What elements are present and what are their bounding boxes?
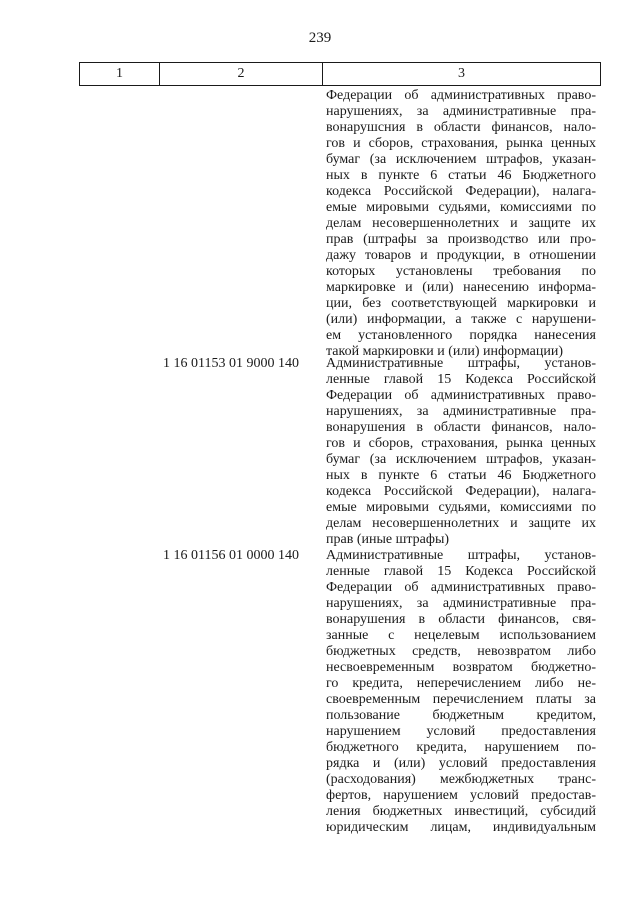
description-line: ленные главой 15 Кодекса Российской — [326, 564, 596, 579]
column-header-2: 2 — [160, 63, 323, 86]
column-header-row — [80, 63, 601, 86]
description-line: бюджетного кредита, нарушением по- — [326, 740, 596, 755]
description-line: ленные главой 15 Кодекса Российской — [326, 372, 596, 387]
description-line: вонарушсния в области финансов, нало- — [326, 120, 596, 135]
description-line: бумаг (за исключением штрафов, указан- — [326, 152, 596, 167]
description-line: Административные штрафы, установ- — [326, 548, 596, 563]
description-line: рядка и (или) условий предоставления — [326, 756, 596, 771]
description-line: ления бюджетных инвестиций, субсидий — [326, 804, 596, 819]
description-line: нарушениях, за административные пра- — [326, 596, 596, 611]
description-line: делам несовершеннолетних и защите их — [326, 216, 596, 231]
description-line: (или) информации, а также с нарушени- — [326, 312, 596, 327]
description-line: Административные штрафы, установ- — [326, 356, 596, 371]
description-line: юридическим лицам, индивидуальным — [326, 820, 596, 835]
description-line: Федерации об административных право- — [326, 388, 596, 403]
description-line: дажу товаров и продукции, в отношении — [326, 248, 596, 263]
description-line: нарушением условий предоставления — [326, 724, 596, 739]
column-header-table — [79, 62, 601, 86]
description-line: емые мировыми судьями, комиссиями по — [326, 200, 596, 215]
description-line: которых установлены требования по — [326, 264, 596, 279]
description-line: Федерации об административных право- — [326, 88, 596, 103]
entry-description — [326, 548, 596, 836]
budget-code: 1 16 01153 01 9000 140 — [163, 356, 299, 371]
description-line: вонарушения в области финансов, нало- — [326, 420, 596, 435]
description-line: пользование бюджетным кредитом, — [326, 708, 596, 723]
description-line: гов и сборов, страхования, рынка ценных — [326, 136, 596, 151]
description-line: кодекса Российской Федерации), налага- — [326, 484, 596, 499]
description-line: ных в пункте 6 статьи 46 Бюджетного — [326, 168, 596, 183]
description-line: ем установленного порядка нанесения — [326, 328, 596, 343]
column-header-3: 3 — [323, 63, 601, 86]
budget-code: 1 16 01156 01 0000 140 — [163, 548, 299, 563]
description-line: вонарушения в области финансов, свя- — [326, 612, 596, 627]
description-line: кодекса Российской Федерации), налага- — [326, 184, 596, 199]
description-line: несвоевременным возвратом бюджетно- — [326, 660, 596, 675]
description-line: ции, без соответствующей маркировки и — [326, 296, 596, 311]
description-line: бумаг (за исключением штрафов, указан- — [326, 452, 596, 467]
description-line: своевременным перечислением платы за — [326, 692, 596, 707]
description-line: фертов, нарушением условий предостав- — [326, 788, 596, 803]
description-line: го кредита, неперечислением либо не- — [326, 676, 596, 691]
entry-description — [326, 356, 596, 548]
description-line: (расходования) межбюджетных транс- — [326, 772, 596, 787]
description-line: прав (штрафы за производство или про- — [326, 232, 596, 247]
description-line: гов и сборов, страхования, рынка ценных — [326, 436, 596, 451]
description-line: нарушениях, за административные пра- — [326, 404, 596, 419]
entry-description — [326, 88, 596, 360]
description-line: бюджетных средств, невозвратом либо — [326, 644, 596, 659]
description-line: занные с нецелевым использованием — [326, 628, 596, 643]
description-line: прав (иные штрафы) — [326, 532, 450, 547]
description-line: нарушениях, за административные пра- — [326, 104, 596, 119]
description-line: ных в пункте 6 статьи 46 Бюджетного — [326, 468, 596, 483]
description-line: такой маркировки и (или) информации) — [326, 344, 564, 359]
description-line: Федерации об административных право- — [326, 580, 596, 595]
description-line: маркировке и (или) нанесению информа- — [326, 280, 596, 295]
description-line: делам несовершеннолетних и защите их — [326, 516, 596, 531]
description-line: емые мировыми судьями, комиссиями по — [326, 500, 596, 515]
page-number: 239 — [308, 30, 332, 46]
column-header-1: 1 — [80, 63, 160, 86]
